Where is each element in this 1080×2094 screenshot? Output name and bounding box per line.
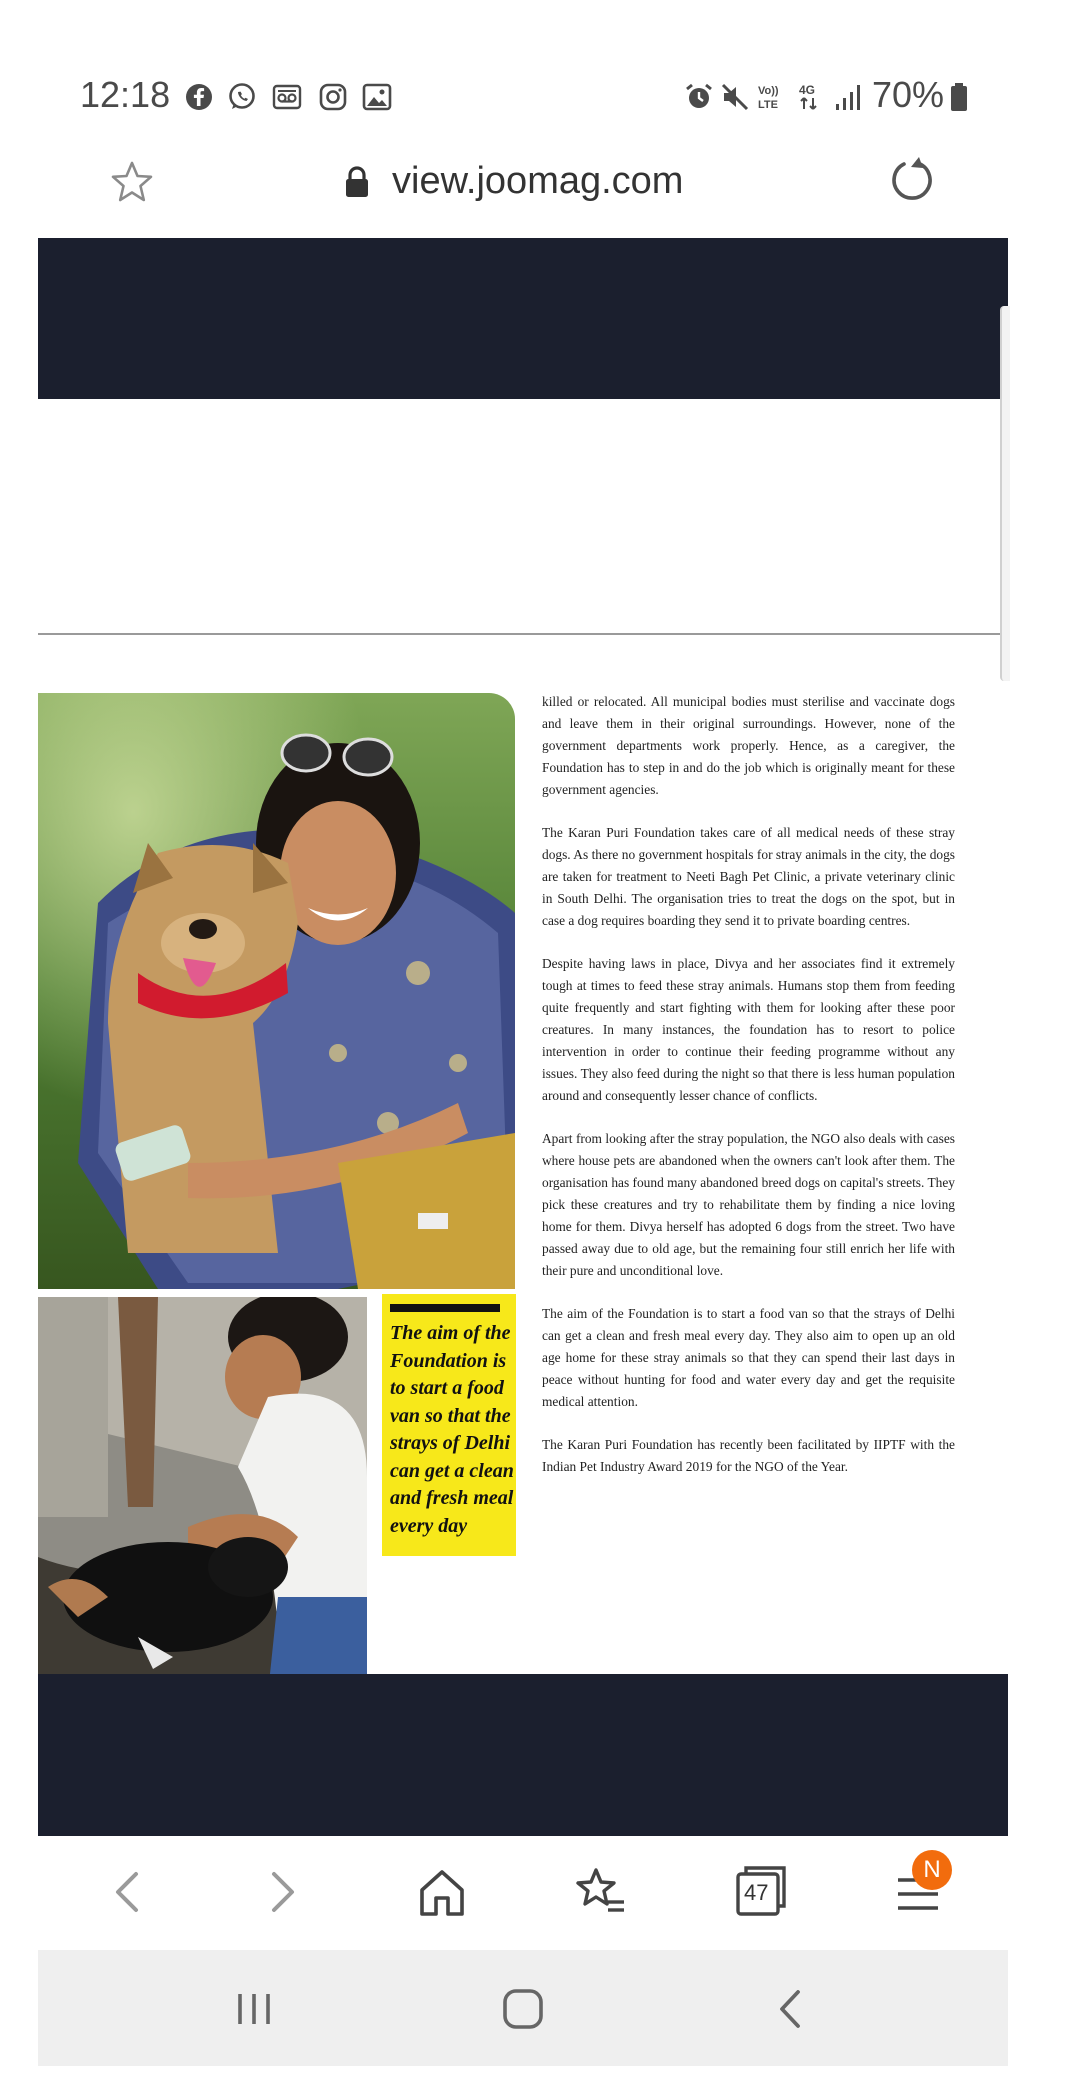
bookmarks-button[interactable] bbox=[568, 1860, 632, 1924]
browser-toolbar bbox=[38, 1836, 1008, 1950]
article-paragraph: The Karan Puri Foundation takes care of all medical needs of these stray dogs. As there no government hospitals for stray animals in the city, the dogs are taken for treatment to Neeti Bagh Pet Clinic, a private veterinary clinic in South Delhi. The organisation tries to treat the dogs on the spot, but in case a dog requires boarding they send it to private boarding centres. bbox=[542, 825, 955, 928]
recent-apps-button[interactable] bbox=[226, 1984, 282, 2034]
lock-icon bbox=[344, 166, 370, 198]
battery-icon bbox=[944, 82, 974, 112]
facebook-icon bbox=[184, 82, 214, 112]
instagram-icon bbox=[318, 82, 348, 112]
pull-quote bbox=[382, 1294, 516, 1556]
article-paragraph: Apart from looking after the stray population, the NGO also deals with cases where house pets are abandoned when the owners can't look after them. The organisation has found many abandoned breed dogs on capital's streets. They pick these creatures and try to rehabilitate them by finding a nice loving home for them. Divya herself has adopted 6 dogs from the street. Two have passed away due to old age, but the remaining four still enrich her life with their pure and unconditional love. bbox=[542, 1131, 955, 1278]
article-paragraph: The Karan Puri Foundation has recently been facilitated by IIPTF with the Indian Pet Industry Award 2019 for the NGO of the Year. bbox=[542, 1437, 955, 1474]
article-paragraph: Despite having laws in place, Divya and her associates find it extremely tough at times to feed these stray animals. Humans stop them from feeding quite frequently and start fighting with them for looking after these poor creatures. In many instances, the foundation has to resort to police intervention in order to continue their feeding programme without any issues. They also feed during the night so that there is less human population around and consequently lesser chance of conflicts. bbox=[542, 956, 955, 1103]
pull-quote-text: The aim of the Foundation is to start a food van so that the strays of Delhi can get a clean and fresh meal every day bbox=[390, 1322, 514, 1537]
photo-feeding-stray-dog bbox=[38, 1297, 367, 1693]
viewer-bottom-band bbox=[38, 1674, 1008, 1836]
svg-text:4G: 4G bbox=[799, 83, 816, 97]
page-header-rule bbox=[38, 633, 1008, 635]
article-paragraph: The aim of the Foundation is to start a food van so that the strays of Delhi can get a clean and fresh meal every day. They also aim to open up an old age home for these stray animals so that they can spend their last days in peace without hunting for food and water every day and get the requisite medical attention. bbox=[542, 1306, 955, 1409]
4g-icon bbox=[796, 82, 826, 112]
tabs-button[interactable] bbox=[728, 1860, 792, 1924]
reload-icon[interactable] bbox=[888, 156, 936, 204]
svg-text:Vo)): Vo)) bbox=[758, 85, 779, 97]
whatsapp-icon bbox=[227, 82, 257, 112]
url-text[interactable]: view.joomag.com bbox=[392, 160, 684, 202]
battery-percentage: 70% bbox=[872, 74, 945, 115]
notification-badge: N bbox=[912, 1850, 952, 1890]
system-nav-bar bbox=[38, 1950, 1008, 2066]
pull-quote-bar bbox=[390, 1304, 500, 1312]
bookmark-star-icon[interactable] bbox=[110, 160, 154, 204]
home-button[interactable] bbox=[410, 1860, 474, 1924]
magazine-page bbox=[38, 399, 1008, 1674]
gallery-icon bbox=[362, 82, 392, 112]
volte-icon bbox=[756, 82, 786, 112]
photo-woman-with-dog bbox=[38, 693, 515, 1289]
home-nav-button[interactable] bbox=[495, 1984, 551, 2034]
viewer-top-band bbox=[38, 238, 1008, 399]
status-time: 12:18 bbox=[80, 74, 171, 115]
voicemail-icon bbox=[272, 82, 302, 112]
forward-button[interactable] bbox=[250, 1860, 314, 1924]
signal-icon bbox=[834, 82, 864, 112]
mute-icon bbox=[720, 82, 750, 112]
alarm-icon bbox=[684, 82, 714, 112]
article-paragraph: killed or relocated. All municipal bodies must sterilise and vaccinate dogs and leave them in their original surroundings. However, none of the government departments work properly. Hence, as a caregiver, the Foundation has to step in and do the job which is originally meant for these government agencies. bbox=[542, 694, 955, 797]
tabs-count: 47 bbox=[744, 1880, 769, 1905]
article-body bbox=[542, 691, 955, 1499]
scrollbar[interactable] bbox=[1000, 306, 1010, 681]
back-button[interactable] bbox=[96, 1860, 160, 1924]
back-nav-button[interactable] bbox=[764, 1984, 820, 2034]
svg-text:LTE: LTE bbox=[758, 99, 778, 111]
magazine-viewer[interactable] bbox=[38, 238, 1008, 1836]
